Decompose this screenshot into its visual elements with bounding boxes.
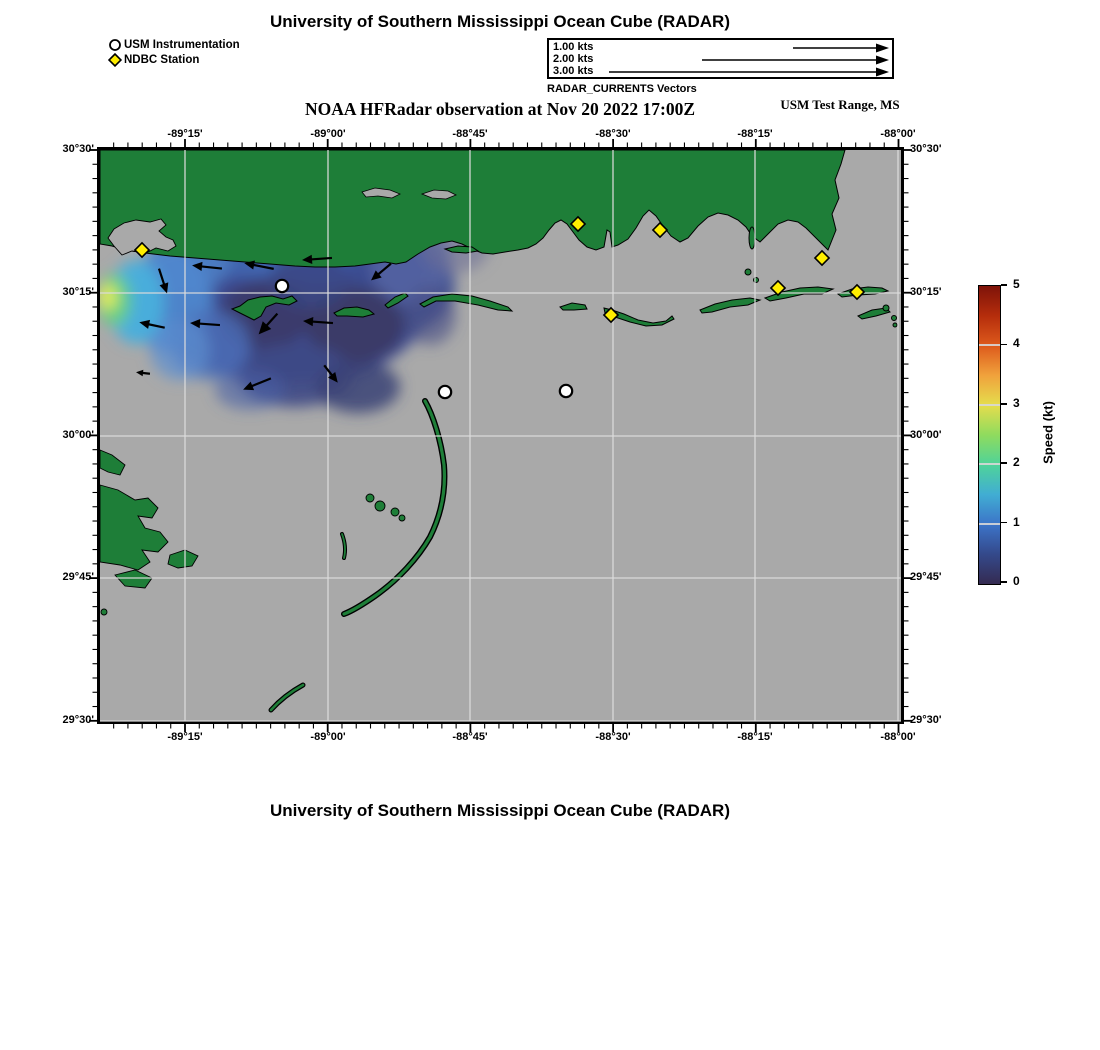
islet-speck-3 [754,278,759,283]
usm-instrument-marker [276,280,288,292]
usm-instrument-marker [560,385,572,397]
axis-tick-label: 29°30' [62,714,94,726]
figure-title-bottom: University of Southern Mississippi Ocean Cube (RADAR) [269,801,730,820]
axis-tick-label: -88°15' [737,731,773,743]
colorbar-tick-label: 5 [1013,277,1020,291]
axis-tick-label: -89°15' [167,731,203,743]
colorbar-gridline [979,344,1000,346]
right-edge-islet-1 [883,305,889,311]
figure-title-top: University of Southern Mississippi Ocean Cube (RADAR) [269,12,730,31]
colorbar-tick [1001,462,1007,464]
ndbc-diamond-icon [108,52,124,67]
islet-speck-1 [893,323,897,327]
axis-tick-label: 30°30' [910,143,942,155]
axis-tick-label: -88°00' [880,128,916,140]
axis-tick-label: 30°00' [62,429,94,441]
island-chain-a [700,298,760,313]
right-edge-islet-2 [892,316,897,321]
legend-label-ndbc: NDBC Station [124,53,200,66]
colorbar-gridline [979,463,1000,465]
axis-tick-label: -89°00' [310,128,346,140]
axis-tick-label: -89°15' [167,128,203,140]
axis-tick-label: 30°30' [62,143,94,155]
colorbar-tick-label: 3 [1013,395,1020,410]
axis-tick-label: -88°45' [452,731,488,743]
axis-tick-label: -88°30' [595,128,631,140]
axis-tick-label: 30°00' [910,429,942,441]
map-frame [97,147,904,724]
islet-speck-2 [745,269,751,275]
colorbar-tick [1001,403,1007,405]
axis-tick-label: 30°15' [910,286,942,298]
axis-tick-label: -88°15' [737,128,773,140]
chandeleur-arc [344,401,444,614]
scale-label-3kt: 3.00 kts [553,65,594,77]
axis-tick-label: -88°00' [880,731,916,743]
petit-bois-west [560,303,587,310]
legend-item-usm [108,37,240,52]
vector-scale-caption: RADAR_CURRENTS Vectors [547,83,697,95]
usm-circle-icon [108,37,124,52]
axis-tick-label: -88°30' [595,731,631,743]
legend-item-ndbc [108,52,240,67]
colorbar-gridline [979,404,1000,406]
biloxi-marsh [100,450,198,615]
land-layer [100,150,897,710]
vector-scale-box [547,38,894,79]
axis-tick-label: 29°45' [910,571,942,583]
observation-subtitle: NOAA HFRadar observation at Nov 20 2022 17:00Z [304,99,696,119]
colorbar-tick-label: 4 [1013,336,1020,351]
colorbar-tick-label: 2 [1013,455,1020,470]
usm-instrument-marker [439,386,451,398]
colorbar-tick [1001,284,1007,286]
axis-tick-label: -89°00' [310,731,346,743]
colorbar-gridline [979,523,1000,525]
freemason-islets [366,494,405,521]
map-legend [108,37,240,67]
map-plot [100,150,901,721]
colorbar-title: Speed (kt) [1040,401,1056,464]
scale-arrows [549,40,892,77]
scale-label-1kt: 1.00 kts [553,41,594,53]
colorbar-tick-label: 0 [1013,574,1020,588]
axis-tick-label: -88°45' [452,128,488,140]
scale-label-2kt: 2.00 kts [553,53,594,65]
colorbar-tick-label: 1 [1013,514,1020,529]
speed-colorbar [978,285,1001,585]
legend-label-usm: USM Instrumentation [124,38,240,51]
axis-tick-label: 29°45' [62,571,94,583]
ndbc-station-marker [850,285,864,299]
axis-tick-label: 30°15' [62,286,94,298]
vector-scale-labels [553,41,593,77]
islet-sliver-vert [749,227,755,249]
ndbc-station-marker [815,251,829,265]
colorbar-tick [1001,522,1007,524]
colorbar-tick [1001,344,1007,346]
region-label: USM Test Range, MS [780,97,900,112]
axis-tick-label: 29°30' [910,714,942,726]
colorbar-tick [1001,581,1007,583]
